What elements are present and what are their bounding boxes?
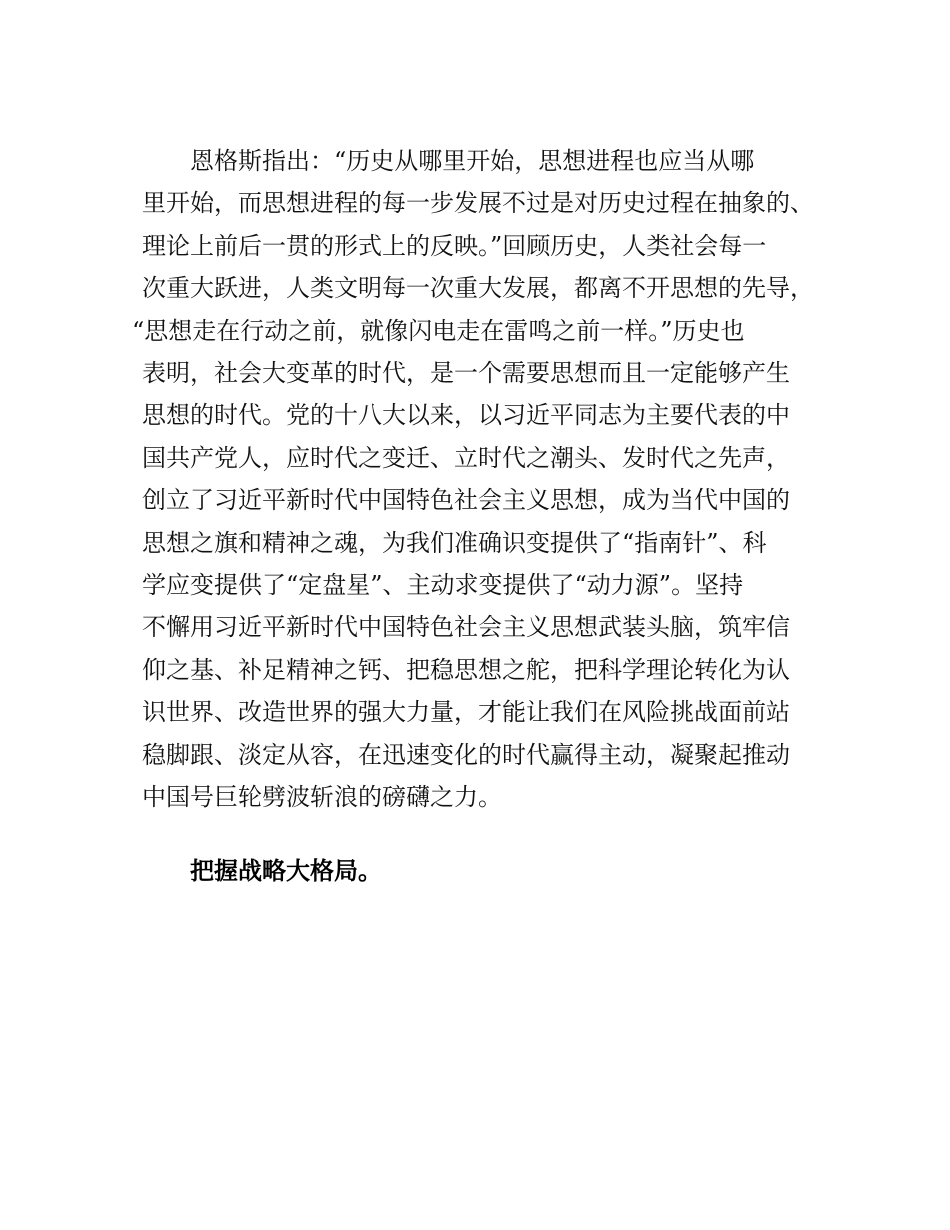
paragraph-line: 里开始，而思想进程的每一步发展不过是对历史过程在抽象的、 [142,189,814,218]
paragraph-line: 理论上前后一贯的形式上的反映。”回顾历史，人类社会每一 [142,231,767,260]
paragraph-line: 表明，社会大变革的时代，是一个需要思想而且一定能够产生 [142,359,790,387]
paragraph-line: 次重大跃进，人类文明每一次重大发展，都离不开思想的先导， [142,274,814,303]
paragraph-line: 思想之旗和精神之魂，为我们准确识变提供了“指南针”、科 [142,528,767,557]
paragraph-line: 不懈用习近平新时代中国特色社会主义思想武装头脑，筑牢信 [142,613,790,642]
paragraph-line: 国共产党人，应时代之变迁、立时代之潮头、发时代之先声， [142,443,790,472]
paragraph-line: 中国号巨轮劈波斩浪的磅礴之力。 [142,783,502,811]
paragraph-line: 恩格斯指出：“历史从哪里开始，思想进程也应当从哪 [190,147,755,175]
section-heading: 把握战略大格局。 [190,857,382,885]
paragraph-line: 学应变提供了“定盘星”、主动求变提供了“动力源”。坚持 [142,571,744,599]
paragraph-line: “思想走在行动之前，就像闪电走在雷鸣之前一样。”历史也 [132,316,745,345]
paragraph-line: 仰之基、补足精神之钙、把稳思想之舵，把科学理论转化为认 [142,655,790,684]
paragraph-line: 创立了习近平新时代中国特色社会主义思想，成为当代中国的 [142,486,790,515]
paragraph-line: 思想的时代。党的十八大以来，以习近平同志为主要代表的中 [142,401,790,430]
paragraph-line: 稳脚跟、淡定从容，在迅速变化的时代赢得主动，凝聚起推动 [142,740,790,769]
paragraph-line: 识世界、改造世界的强大力量，才能让我们在风险挑战面前站 [142,698,790,727]
